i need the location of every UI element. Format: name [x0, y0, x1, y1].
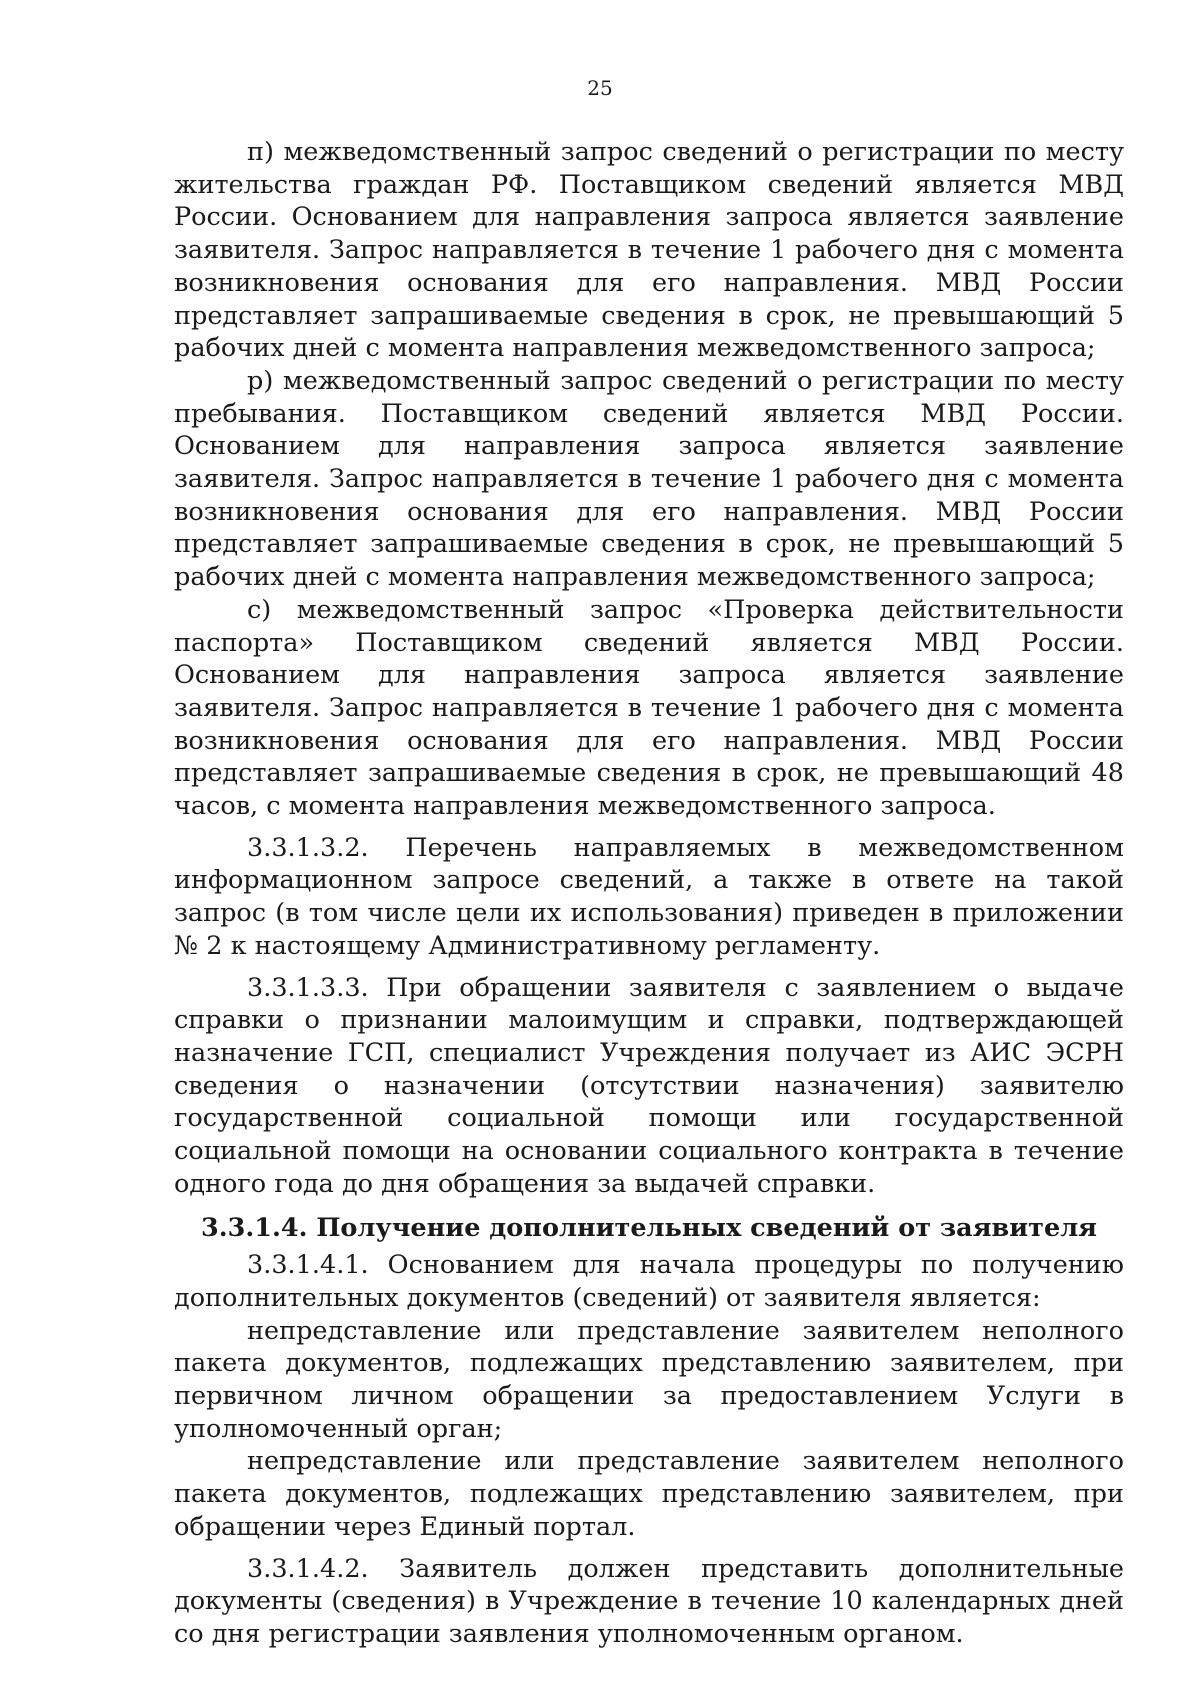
document-body	[174, 136, 1124, 1651]
paragraph-3-3-1-3-3: 3.3.1.3.3. При обращении заявителя с заявлением о выдаче справки о признании малоимущим и справки, подтверждающей назначение ГСП, специалист Учреждения получает из АИС ЭСРН сведения о назначении (отсутствии назначения) заявителю государственной социальной помощи или государственной социальной помощи на основании социального контракта в течение одного года до дня обращения за выдачей справки.	[174, 972, 1124, 1199]
section-heading: 3.3.1.4. Получение дополнительных сведений от заявителя	[200, 1212, 1098, 1243]
paragraph-3-3-1-4-2: 3.3.1.4.2. Заявитель должен представить дополнительные документы (сведения) в Учреждение в течение 10 календарных дней со дня регистрации заявления уполномоченным органом.	[174, 1553, 1124, 1649]
page-number: 25	[587, 76, 613, 100]
paragraph-condition-personal: непредставление или представление заявителем неполного пакета документов, подлежащих представлению заявителем, при первичном личном обращении за предоставлением Услуги в уполномоченный орган;	[174, 1315, 1124, 1444]
paragraph-3-3-1-3-2: 3.3.1.3.2. Перечень направляемых в межведомственном информационном запросе сведений, а также в ответе на такой запрос (в том числе цели их использования) приведен в приложении № 2 к настоящему Административному регламенту.	[174, 832, 1124, 961]
paragraph-item-p: п) межведомственный запрос сведений о регистрации по месту жительства граждан РФ. Поставщиком сведений является МВД России. Основанием для направления запроса является заявление заявителя. Запрос направляется в течение 1 рабочего дня с момента возникновения основания для его направления. МВД России представляет запрашиваемые сведения в срок, не превышающий 5 рабочих дней с момента направления межведомственного запроса;	[174, 137, 1124, 364]
paragraph-3-3-1-4-1: 3.3.1.4.1. Основанием для начала процедуры по получению дополнительных документов (сведений) от заявителя является:	[174, 1250, 1124, 1313]
paragraph-item-s: с) межведомственный запрос «Проверка действительности паспорта» Поставщиком сведений является МВД России. Основанием для направления запроса является заявление заявителя. Запрос направляется в течение 1 рабочего дня с момента возникновения основания для его направления. МВД России представляет запрашиваемые сведения в срок, не превышающий 48 часов, с момента направления межведомственного запроса.	[174, 594, 1124, 822]
paragraph-condition-portal: непредставление или представление заявителем неполного пакета документов, подлежащих представлению заявителем, при обращении через Единый портал.	[174, 1446, 1124, 1542]
paragraph-item-r: р) межведомственный запрос сведений о регистрации по месту пребывания. Поставщиком сведений является МВД России. Основанием для направления запроса является заявление заявителя. Запрос направляется в течение 1 рабочего дня с момента возникновения основания для его направления. МВД России представляет запрашиваемые сведения в срок, не превышающий 5 рабочих дней с момента направления межведомственного запроса;	[174, 365, 1124, 593]
